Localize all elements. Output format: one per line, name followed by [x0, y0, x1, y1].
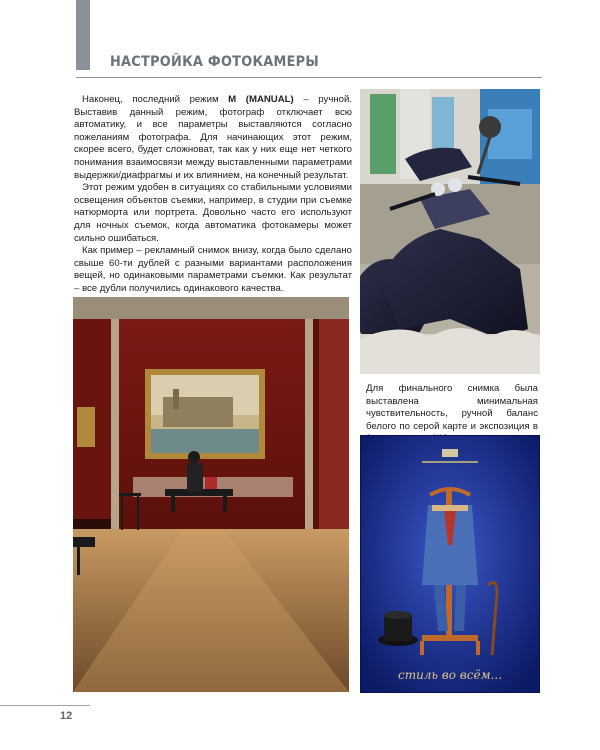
scooter-illustration — [360, 89, 540, 374]
page-number: 12 — [60, 710, 73, 722]
mode-name: M (MANUAL) — [228, 94, 294, 105]
advertising-poster — [360, 435, 540, 693]
main-text — [74, 94, 352, 296]
scooter-photo — [360, 89, 540, 374]
poster-slogan: стиль во всём... — [397, 668, 503, 682]
footer-divider — [0, 705, 90, 706]
photo-caption: Для финального снимка была выставлена минимальная чувствительность, ручной баланс белого по серой карте и экспозиция в — [366, 383, 538, 432]
paragraph-example: Как пример – рекламный снимок внизу, когда было сделано свыше 60-ти дублей с разными вариантами расположения вещей, но одинаковыми параметрами съемки. Как результат – все дубли получились одинакового качества. — [74, 245, 352, 294]
paragraph-usage: Этот режим удобен в ситуациях со стабильными условиями освещения объектов съемки, например, в студии при съемке натюрморта или портрета. Довольно часто его используют для ночных съемок, когда автоматика фотокамеры может сильно ошибаться. — [74, 182, 352, 244]
page-title: НАСТРОЙКА ФОТОКАМЕРЫ — [110, 54, 320, 70]
paragraph-manual-mode — [74, 94, 352, 182]
poster-illustration — [360, 435, 540, 693]
header-accent-bar — [76, 0, 90, 70]
header-divider — [76, 77, 542, 78]
museum-illustration — [73, 297, 349, 692]
paragraph-text: – ручной. Выставив данный режим, фотограф отключает всю автоматику, и все параметры выставляются согласно пожеланиям фотографа. Для начинающих этот режим, скорее всего, будет сложноват, так как у них еще нет четкого понимания взаимосвязи между выставленными параметрами выдержки/диафрагмы и их влиянием, на конечный результат. — [74, 94, 352, 181]
paragraph-text: Наконец, последний режим — [82, 94, 229, 105]
museum-photo — [73, 297, 349, 692]
